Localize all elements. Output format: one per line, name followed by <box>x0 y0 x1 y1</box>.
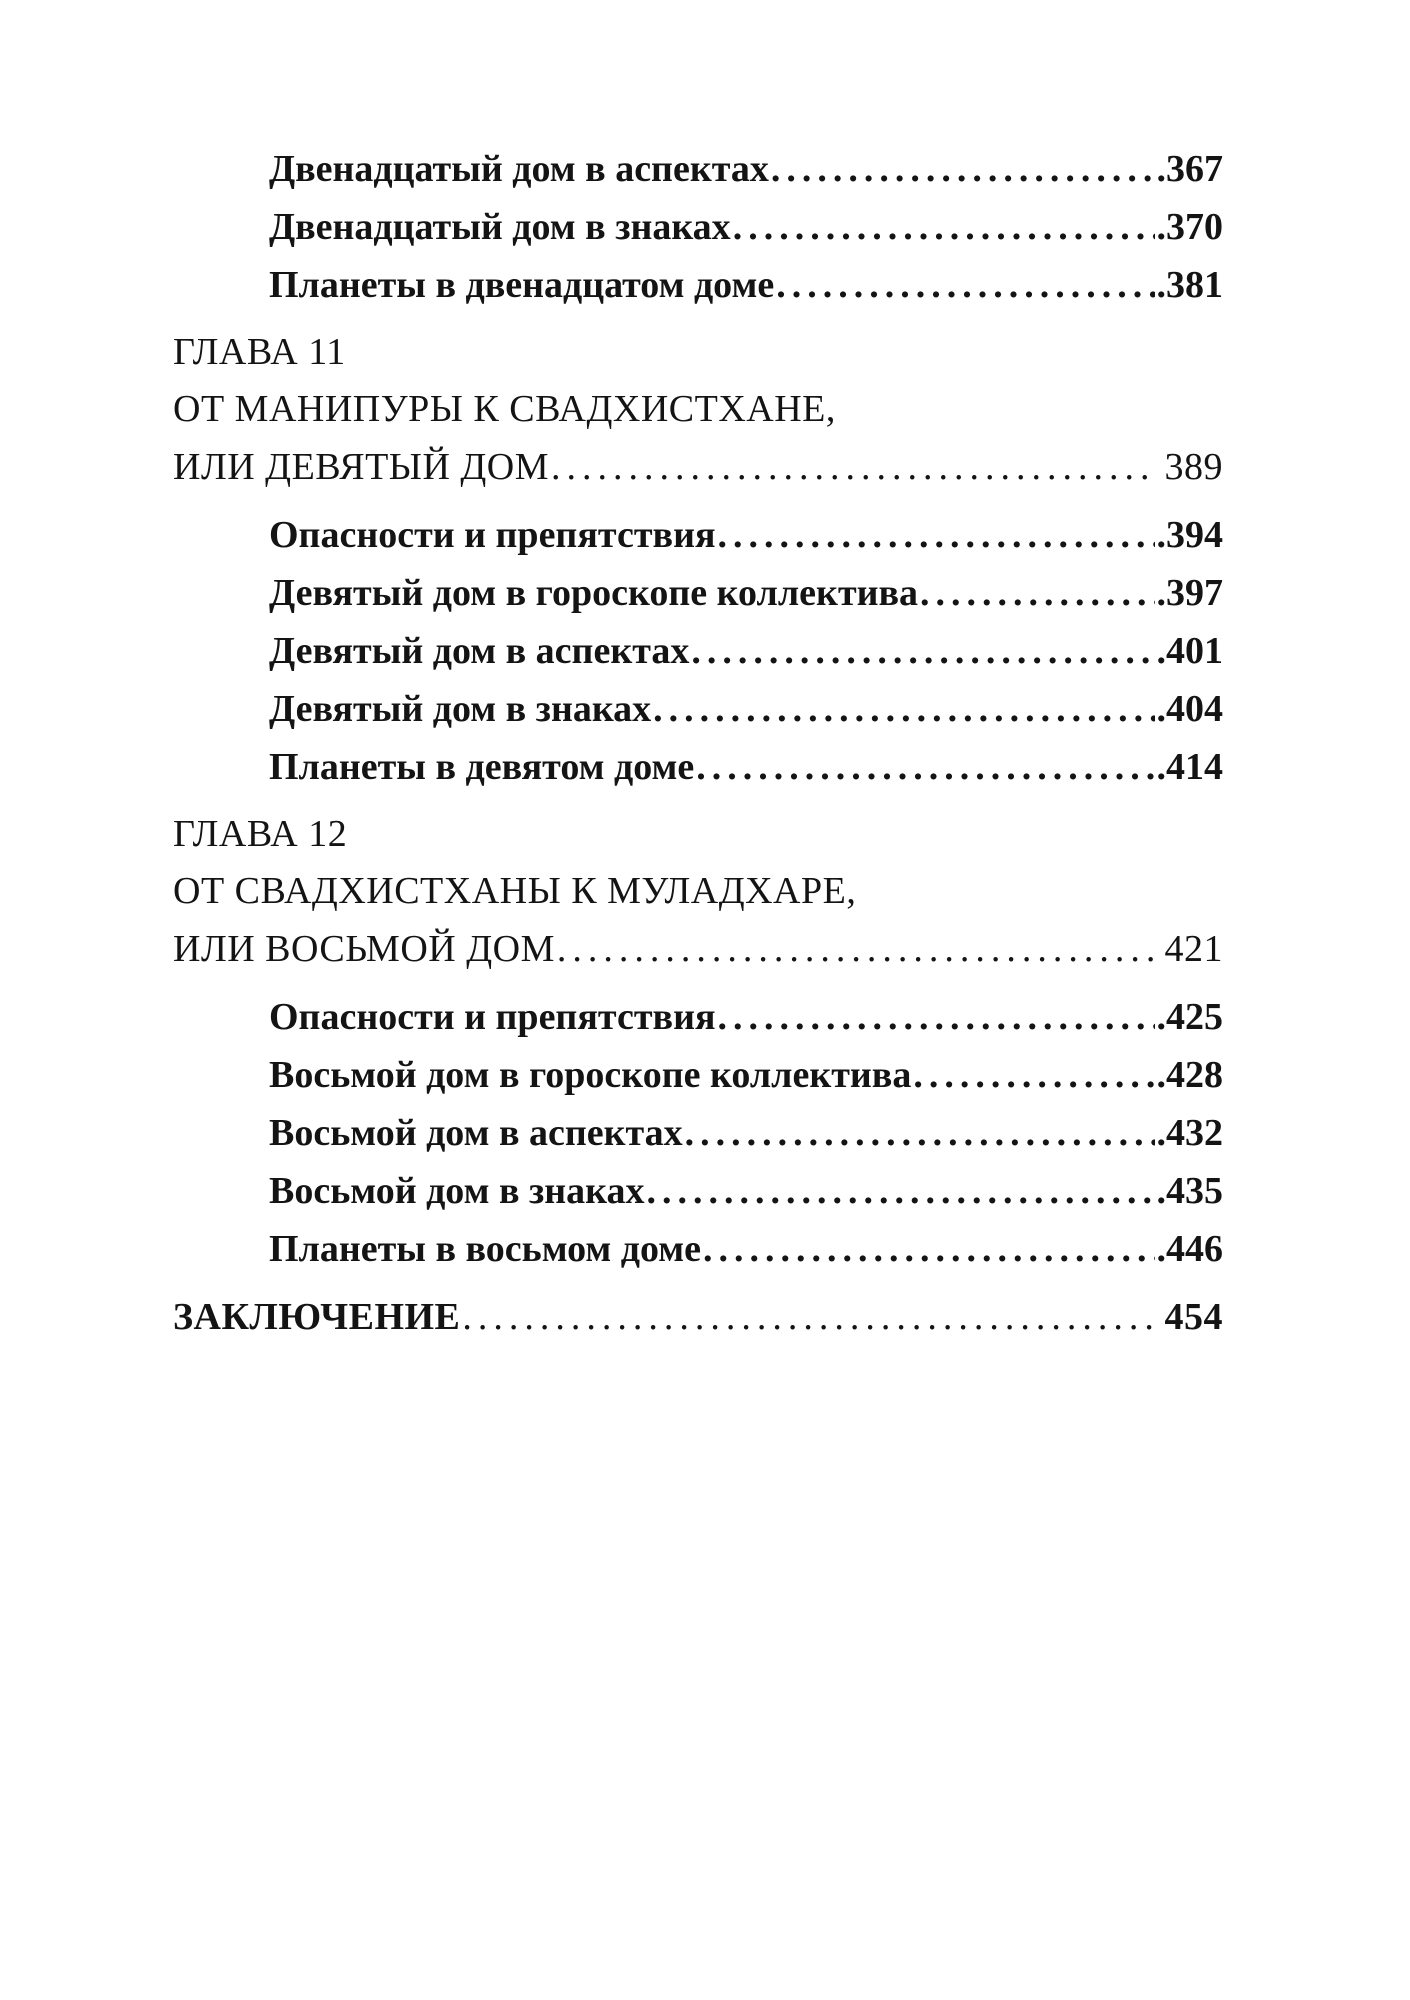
toc-entry-title: Восьмой дом в знаках <box>269 1170 645 1212</box>
dot-leader <box>776 256 1154 314</box>
dot-leader <box>557 920 1153 978</box>
toc-entry-title: Двенадцатый дом в знаках <box>269 206 731 248</box>
chapter-12-title-line1: ОТ СВАДХИСТХАНЫ К МУЛАДХАРЕ, <box>173 870 857 912</box>
toc-entry-page: .425 <box>1156 996 1223 1038</box>
dot-leader <box>703 1220 1154 1278</box>
toc-entry-title: Планеты в девятом доме <box>269 746 695 788</box>
table-of-contents <box>173 140 1223 1346</box>
toc-entry[interactable] <box>173 988 1223 1046</box>
toc-entry-page: .446 <box>1156 1228 1223 1270</box>
toc-entry-title: Девятый дом в гороскопе коллектива <box>269 572 919 614</box>
dot-leader <box>771 140 1155 198</box>
chapter-12-entry[interactable] <box>173 920 1223 978</box>
toc-entry[interactable] <box>173 1104 1223 1162</box>
toc-entry-title: Опасности и препятствия <box>269 514 716 556</box>
dot-leader <box>733 198 1155 256</box>
toc-entry[interactable] <box>173 1046 1223 1104</box>
conclusion-entry[interactable] <box>173 1288 1223 1346</box>
dot-leader <box>551 438 1152 496</box>
toc-entry[interactable] <box>173 140 1223 198</box>
toc-entry-page: .432 <box>1156 1112 1223 1154</box>
dot-leader <box>462 1288 1152 1346</box>
toc-entry-title: Планеты в восьмом доме <box>269 1228 702 1270</box>
toc-entry-page: .397 <box>1156 572 1223 614</box>
toc-entry[interactable] <box>173 1220 1223 1278</box>
chapter-11-entry[interactable] <box>173 438 1223 496</box>
chapter-11-title-line2: ИЛИ ДЕВЯТЫЙ ДОМ <box>173 446 550 488</box>
toc-entry[interactable] <box>173 680 1223 738</box>
toc-entry[interactable] <box>173 738 1223 796</box>
toc-entry-title: Девятый дом в аспектах <box>269 630 690 672</box>
conclusion-title: ЗАКЛЮЧЕНИЕ <box>173 1296 461 1338</box>
conclusion-page: 454 <box>1164 1296 1223 1338</box>
chapter-12-label: ГЛАВА 12 <box>173 813 348 855</box>
toc-entry[interactable] <box>173 198 1223 256</box>
toc-entry[interactable] <box>173 1162 1223 1220</box>
dot-leader <box>696 738 1154 796</box>
toc-entry-page: .394 <box>1156 514 1223 556</box>
toc-entry[interactable] <box>173 256 1223 314</box>
toc-entry-page: .404 <box>1156 688 1223 730</box>
toc-entry[interactable] <box>173 622 1223 680</box>
dot-leader <box>653 680 1154 738</box>
chapter-11-title-line1: ОТ МАНИПУРЫ К СВАДХИСТХАНЕ, <box>173 388 836 430</box>
dot-leader <box>718 506 1155 564</box>
toc-entry-page: .367 <box>1156 148 1223 190</box>
chapter-11-page: 389 <box>1164 446 1223 488</box>
chapter-11-label: ГЛАВА 11 <box>173 331 346 373</box>
dot-leader <box>691 622 1154 680</box>
toc-entry-page: .428 <box>1156 1054 1223 1096</box>
toc-entry-title: Девятый дом в знаках <box>269 688 652 730</box>
toc-entry-page: .370 <box>1156 206 1223 248</box>
toc-entry-title: Двенадцатый дом в аспектах <box>269 148 769 190</box>
toc-entry-page: .401 <box>1156 630 1223 672</box>
toc-entry[interactable] <box>173 506 1223 564</box>
chapter-12-page: 421 <box>1164 928 1223 970</box>
dot-leader <box>646 1162 1154 1220</box>
dot-leader <box>920 564 1154 622</box>
toc-entry-title: Опасности и препятствия <box>269 996 716 1038</box>
toc-entry-page: .381 <box>1156 264 1223 306</box>
toc-entry-page: .414 <box>1156 746 1223 788</box>
toc-entry-title: Планеты в двенадцатом доме <box>269 264 775 306</box>
toc-entry-title: Восьмой дом в гороскопе коллектива <box>269 1054 912 1096</box>
dot-leader <box>685 1104 1155 1162</box>
toc-entry[interactable] <box>173 564 1223 622</box>
toc-entry-page: .435 <box>1156 1170 1223 1212</box>
dot-leader <box>718 988 1155 1046</box>
dot-leader <box>913 1046 1154 1104</box>
toc-entry-title: Восьмой дом в аспектах <box>269 1112 683 1154</box>
chapter-12-title-line2: ИЛИ ВОСЬМОЙ ДОМ <box>173 928 555 970</box>
